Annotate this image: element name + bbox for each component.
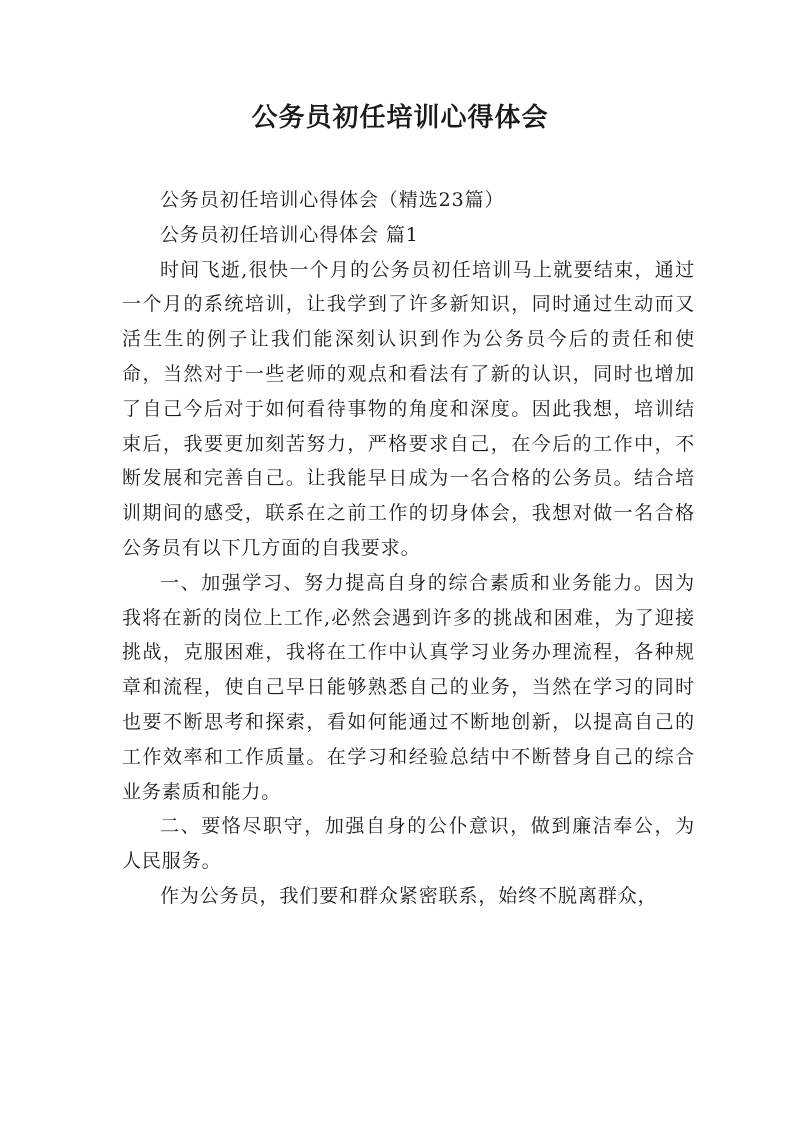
body-paragraph: 二、要恪尽职守，加强自身的公仆意识，做到廉洁奉公，为人民服务。: [122, 815, 695, 873]
body-paragraph: 时间飞逝,很快一个月的公务员初任培训马上就要结束，通过一个月的系统培训，让我学到了许多新知识，同时通过生动而又活生生的例子让我们能深刻认识到作为公务员今后的责任和使命，当然对于一些老师的观点和看法有了新的认识，同时也增加了自己今后对于如何看待事物的角度和深度。因此我想，培训结束后，我要更加刻苦努力，严格要求自己，在今后的工作中，不断发展和完善自己。让我能早日成为一名合格的公务员。结合培训期间的感受，联系在之前工作的切身体会，我想对做一名合格公务员有以下几方面的自我要求。: [122, 258, 695, 559]
document-body: [122, 183, 695, 914]
subtitle-line: 公务员初任培训心得体会（精选23篇）: [160, 189, 505, 211]
body-paragraph: 一、加强学习、努力提高自身的综合素质和业务能力。因为我将在新的岗位上工作,必然会遇到许多的挑战和困难，为了迎接挑战，克服困难，我将在工作中认真学习业务办理流程，各种规章和流程，使自己早日能够熟悉自己的业务，当然在学习的同时也要不断思考和探索，看如何能通过不断地创新，以提高自己的工作效率和工作质量。在学习和经验总结中不断替身自己的综合业务素质和能力。: [122, 571, 695, 803]
section-heading: 公务员初任培训心得体会 篇1: [160, 223, 419, 246]
body-paragraph: 作为公务员，我们要和群众紧密联系，始终不脱离群众，: [160, 884, 658, 907]
document-title: 公务员初任培训心得体会: [251, 103, 549, 133]
